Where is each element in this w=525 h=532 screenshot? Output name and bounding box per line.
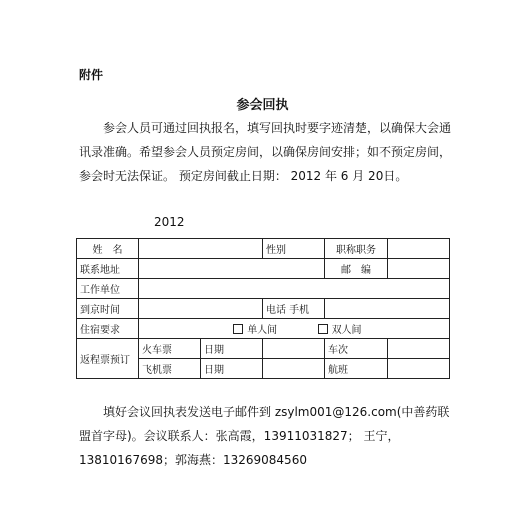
form-row-train bbox=[77, 339, 450, 359]
footer-paragraph bbox=[79, 400, 459, 472]
plane-label: 飞机票 bbox=[139, 359, 201, 379]
train-number-label: 车次 bbox=[325, 339, 388, 359]
plane-date-field[interactable] bbox=[263, 359, 325, 379]
work-unit-label: 工作单位 bbox=[77, 279, 139, 299]
lodging-options bbox=[139, 319, 450, 339]
form-row-address bbox=[77, 259, 450, 279]
registration-form bbox=[76, 238, 450, 379]
train-number-field[interactable] bbox=[388, 339, 450, 359]
intro-text: 参会人员可通过回执报名，填写回执时要字迹清楚，以确保大会通讯录准确。希望参会人员预定房间，以确保房间安排；如不预定房间，参会时无法保证。 预定房间截止日期： 2012 年 6 月 20日。 bbox=[79, 121, 452, 183]
train-label: 火车票 bbox=[139, 339, 201, 359]
postcode-label: 邮 编 bbox=[325, 259, 388, 279]
single-room-checkbox[interactable] bbox=[233, 324, 243, 334]
form-row-lodging bbox=[77, 319, 450, 339]
plane-date-label: 日期 bbox=[201, 359, 263, 379]
postcode-field[interactable] bbox=[388, 259, 450, 279]
single-room-label: 单人间 bbox=[247, 325, 278, 336]
form-row-name bbox=[77, 239, 450, 259]
flight-field[interactable] bbox=[388, 359, 450, 379]
train-date-field[interactable] bbox=[263, 339, 325, 359]
job-title-field[interactable] bbox=[388, 239, 450, 259]
double-room-label: 双人间 bbox=[331, 325, 362, 336]
page-title: 参会回执 bbox=[236, 98, 289, 113]
work-unit-field[interactable] bbox=[139, 279, 450, 299]
address-field[interactable] bbox=[139, 259, 325, 279]
gender-label: 性别 bbox=[263, 239, 325, 259]
phone-label: 电话 手机 bbox=[263, 299, 325, 319]
name-field[interactable] bbox=[139, 239, 263, 259]
address-label: 联系地址 bbox=[77, 259, 139, 279]
name-label: 姓 名 bbox=[77, 239, 139, 259]
intro-paragraph bbox=[79, 116, 459, 188]
year-label: 2012 bbox=[154, 215, 185, 229]
double-room-checkbox[interactable] bbox=[318, 324, 328, 334]
train-date-label: 日期 bbox=[201, 339, 263, 359]
flight-label: 航班 bbox=[325, 359, 388, 379]
phone-field[interactable] bbox=[325, 299, 450, 319]
footer-text: 填好会议回执表发送电子邮件到 zsylm001@126.com(中善药联盟首字母)。会议联系人：张高霞，13911031827； 王宁，13810167698；郭海燕：13269084560 bbox=[79, 405, 450, 467]
job-title-label: 职称职务 bbox=[325, 239, 388, 259]
form-row-arrival bbox=[77, 299, 450, 319]
attachment-label: 附件 bbox=[79, 68, 104, 82]
lodging-label: 住宿要求 bbox=[77, 319, 139, 339]
form-row-work-unit bbox=[77, 279, 450, 299]
arrival-label: 到京时间 bbox=[77, 299, 139, 319]
return-ticket-label: 返程票预订 bbox=[77, 339, 139, 379]
arrival-field[interactable] bbox=[139, 299, 263, 319]
